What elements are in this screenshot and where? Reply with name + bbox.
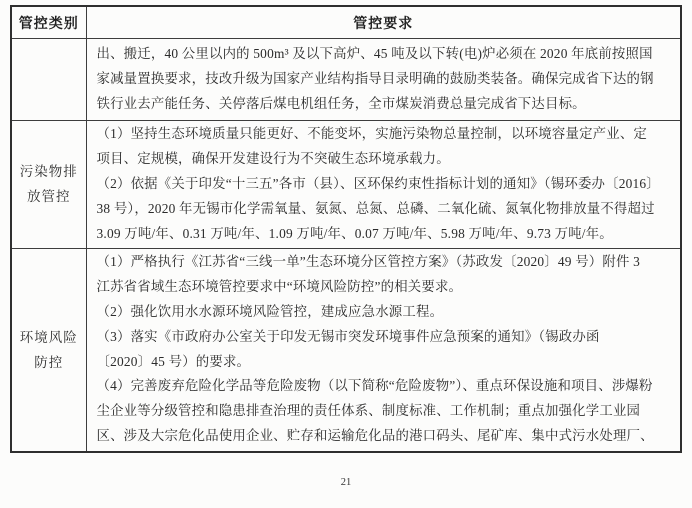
requirement-line: （2）依据《关于印发“十三五”各市（县）、区环保约束性指标计划的通知》（锡环委办〔2016〕 — [96, 175, 660, 191]
requirements-cell — [86, 121, 681, 249]
category-line: 放管控 — [27, 189, 71, 205]
requirement-line: 3.09 万吨/年、0.31 万吨/年、1.09 万吨/年、0.07 万吨/年、5.98 万吨/年、9.73 万吨/年。 — [96, 225, 613, 241]
category-cell — [11, 121, 86, 249]
requirement-line: 尘企业等分级管控和隐患排查治理的责任体系、制度标准、工作机制；重点加强化学工业园 — [96, 403, 641, 419]
requirement-line: 江苏省省域生态环境管控要求中“环境风险防控”的相关要求。 — [96, 278, 463, 294]
control-requirements-table — [10, 5, 682, 453]
requirement-line: （4）完善废弃危险化学品等危险废物（以下简称“危险废物”）、重点环保设施和项目、涉爆粉 — [96, 378, 653, 394]
requirement-line: （1）坚持生态环境质量只能更好、不能变坏，实施污染物总量控制，以环境容量定产业、定 — [96, 126, 648, 141]
category-cell — [11, 248, 86, 452]
requirement-line: （3）落实《市政府办公室关于印发无锡市突发环境事件应急预案的通知》（锡政办函 — [96, 328, 600, 344]
requirement-line: 家减量置换要求，技改升级为国家产业结构指导目录明确的鼓励类装备。确保完成省下达的钢 — [96, 71, 654, 87]
table-row — [11, 121, 681, 249]
requirement-line: 项目、定规模，确保开发建设行为不突破生态环境承载力。 — [96, 150, 450, 166]
requirements-cell — [86, 248, 681, 452]
requirement-line: 38 号），2020 年无锡市化学需氧量、氨氮、总氮、总磷、二氧化硫、氮氧化物排放量不得超过 — [96, 200, 655, 216]
header-control-category: 管控类别 — [11, 6, 86, 39]
table-row — [11, 39, 681, 121]
requirements-cell — [86, 39, 681, 121]
category-line: 防控 — [34, 354, 64, 370]
table-header-row — [11, 6, 681, 39]
requirement-line: （2）强化饮用水水源环境风险管控，建成应急水源工程。 — [96, 303, 444, 319]
requirement-line: 〔2020〕45 号）的要求。 — [96, 353, 251, 369]
requirement-line: 区、涉及大宗危化品使用企业、贮存和运输危化品的港口码头、尾矿库、集中式污水处理厂、 — [96, 428, 654, 444]
header-control-requirements: 管控要求 — [86, 6, 681, 39]
category-line: 污染物排 — [19, 164, 78, 180]
table-body — [11, 39, 681, 452]
category-line: 环境风险 — [19, 329, 78, 345]
requirement-line: 出、搬迁，40 公里以内的 500m³ 及以下高炉、45 吨及以下转(电)炉必须在 2020 年底前按照国 — [96, 46, 653, 62]
requirement-line: （1）严格执行《江苏省“三线一单”生态环境分区管控方案》（苏政发〔2020〕49 号）附件 3 — [96, 253, 641, 269]
requirement-line: 铁行业去产能任务、关停落后煤电机组任务，全市煤炭消费总量完成省下达目标。 — [96, 95, 586, 111]
page-number: 21 — [340, 477, 352, 488]
table-row — [11, 248, 681, 452]
category-cell — [11, 39, 86, 121]
